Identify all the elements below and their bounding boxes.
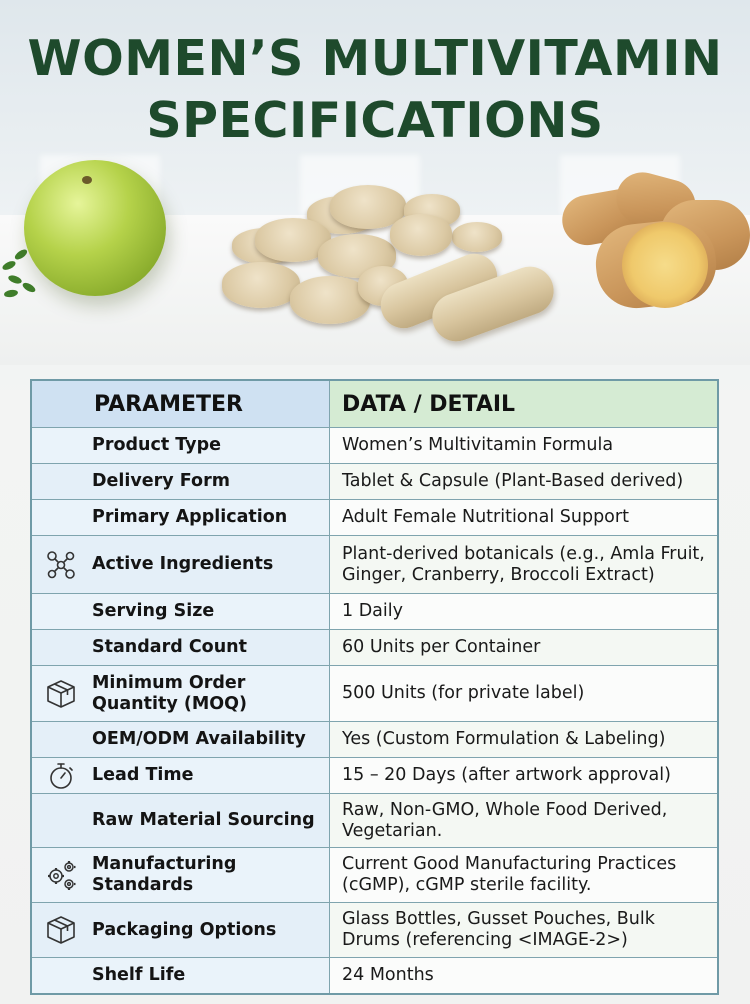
- row-detail: 15 – 20 Days (after artwork approval): [342, 765, 671, 785]
- box-icon: [45, 678, 77, 710]
- specification-table: [30, 379, 719, 995]
- row-parameter: Raw Material Sourcing: [92, 810, 315, 830]
- package-icon: [45, 914, 77, 946]
- table-row: [32, 793, 717, 847]
- table-row: [32, 499, 717, 535]
- row-detail-line-2: Drums (referencing <IMAGE-2>): [342, 930, 628, 950]
- stopwatch-icon: [45, 760, 77, 792]
- table-row: [32, 463, 717, 499]
- row-parameter-line-2: Quantity (MOQ): [92, 693, 247, 714]
- row-parameter-line-1: Manufacturing: [92, 854, 237, 874]
- row-detail-line-2: Vegetarian.: [342, 820, 443, 841]
- row-parameter: Standard Count: [92, 637, 247, 657]
- table-row: [32, 427, 717, 463]
- row-detail-line-2: Ginger, Cranberry, Broccoli Extract): [342, 564, 655, 585]
- table-row: [32, 721, 717, 757]
- molecule-icon: [45, 549, 77, 581]
- amla-stem: [82, 176, 92, 184]
- table-row: [32, 957, 717, 993]
- table-row: [32, 757, 717, 793]
- gears-icon: [45, 859, 77, 891]
- row-detail-line-2: (cGMP), cGMP sterile facility.: [342, 875, 592, 895]
- row-detail-line-1: Raw, Non-GMO, Whole Food Derived,: [342, 799, 668, 820]
- row-detail: 24 Months: [342, 965, 434, 985]
- table-row: [32, 535, 717, 593]
- row-detail-line-1: Plant-derived botanicals (e.g., Amla Fruit,: [342, 543, 705, 564]
- parameter-column-header: PARAMETER: [94, 391, 243, 417]
- row-detail-line-1: Glass Bottles, Gusset Pouches, Bulk: [342, 909, 655, 929]
- row-detail: Women’s Multivitamin Formula: [342, 435, 614, 455]
- row-parameter: Active Ingredients: [92, 554, 274, 574]
- row-parameter: Delivery Form: [92, 471, 230, 491]
- row-detail: Yes (Custom Formulation & Labeling): [342, 729, 666, 749]
- row-detail: Tablet & Capsule (Plant-Based derived): [342, 471, 684, 491]
- table-row: [32, 629, 717, 665]
- table-row: [32, 593, 717, 629]
- table-row: [32, 902, 717, 957]
- row-parameter: Serving Size: [92, 601, 215, 621]
- row-parameter: Primary Application: [92, 507, 288, 527]
- row-parameter: Packaging Options: [92, 919, 277, 940]
- row-parameter: Shelf Life: [92, 965, 186, 985]
- row-detail: 1 Daily: [342, 601, 403, 621]
- row-parameter-line-1: Minimum Order: [92, 672, 246, 693]
- row-parameter: OEM/ODM Availability: [92, 729, 306, 749]
- detail-column-header: DATA / DETAIL: [342, 391, 516, 417]
- amla-fruit: [24, 160, 166, 296]
- row-detail: 60 Units per Container: [342, 637, 541, 657]
- title-line-1: WOMEN’S MULTIVITAMIN: [27, 30, 723, 87]
- row-parameter: Lead Time: [92, 765, 194, 785]
- table-header-row: [32, 381, 717, 427]
- row-detail: 500 Units (for private label): [342, 683, 585, 703]
- row-detail-line-1: Current Good Manufacturing Practices: [342, 854, 677, 874]
- table-row: [32, 665, 717, 721]
- table-row: [32, 847, 717, 902]
- row-parameter: Product Type: [92, 435, 221, 455]
- title-line-2: SPECIFICATIONS: [146, 92, 604, 149]
- row-parameter-line-2: Standards: [92, 875, 194, 895]
- row-detail: Adult Female Nutritional Support: [342, 507, 629, 527]
